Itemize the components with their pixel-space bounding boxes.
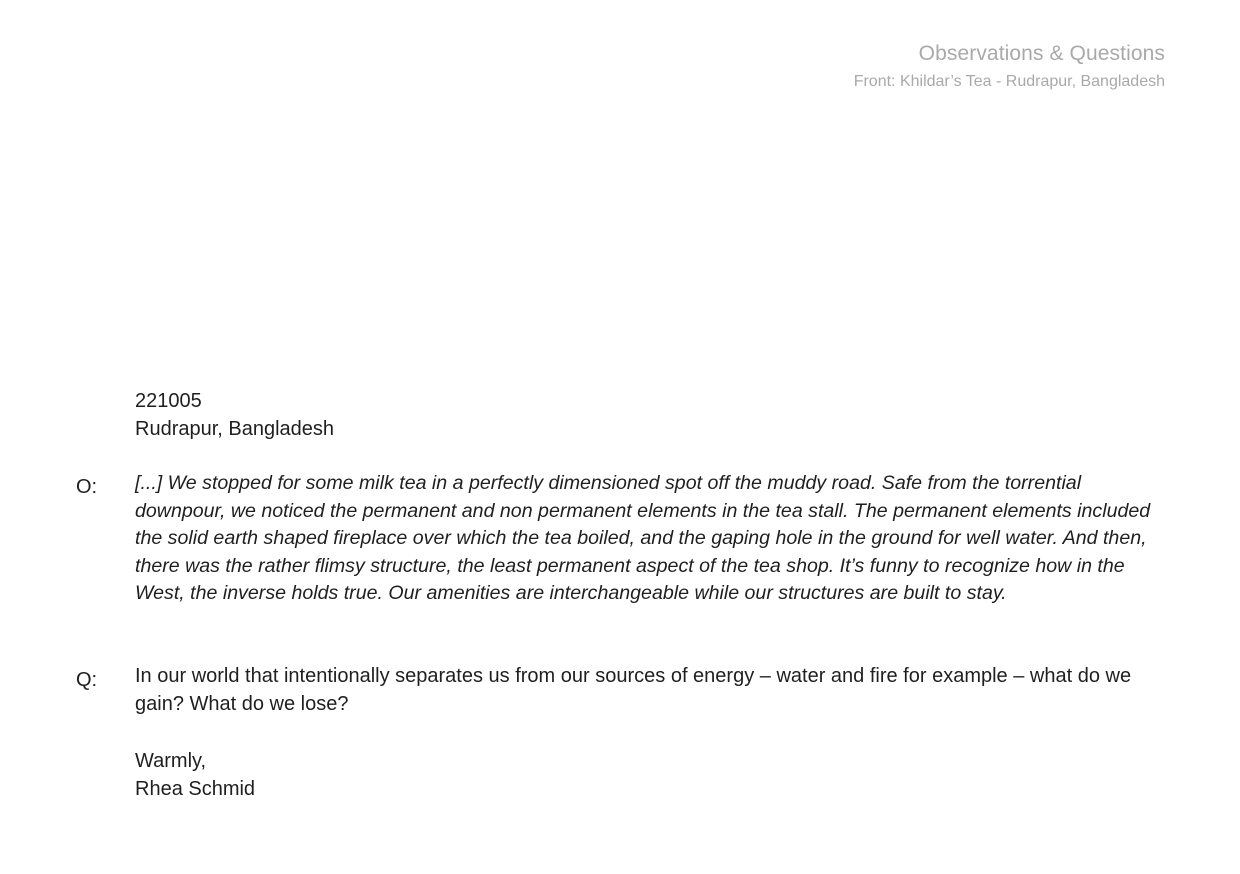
entry-location: Rudrapur, Bangladesh	[135, 417, 335, 440]
observation-marker: O:	[76, 476, 98, 498]
signoff-closing: Warmly,	[135, 750, 207, 772]
signoff-name: Rhea Schmid	[135, 777, 256, 800]
document-title: Observations & Questions	[918, 42, 1165, 65]
question-text: In our world that intentionally separates us from our sources of energy – water and fire for example – what do we gain? What do we lose?	[135, 665, 1132, 715]
question-block	[76, 663, 1166, 718]
entry-date: 221005	[135, 390, 202, 412]
signoff-block	[135, 748, 255, 803]
observation-text: [...] We stopped for some milk tea in a perfectly dimensioned spot off the muddy road. Safe from the torrential downpour, we noticed the permanent and non permanent elements in the tea stall. The permanent elements included the solid earth shaped fireplace over which the tea boiled, and the gaping hole in the ground for well water. And then, there was the rather flimsy structure, the least permanent aspect of the tea shop. It’s funny to recognize how in the West, the inverse holds true. Our amenities are interchangeable while our structures are built to stay.	[135, 472, 1151, 604]
entry-meta	[135, 388, 334, 443]
observation-block	[76, 470, 1166, 608]
question-marker: Q:	[76, 669, 98, 691]
document-header	[854, 40, 1165, 93]
document-subtitle: Front: Khildar’s Tea - Rudrapur, Bangladesh	[853, 73, 1165, 90]
